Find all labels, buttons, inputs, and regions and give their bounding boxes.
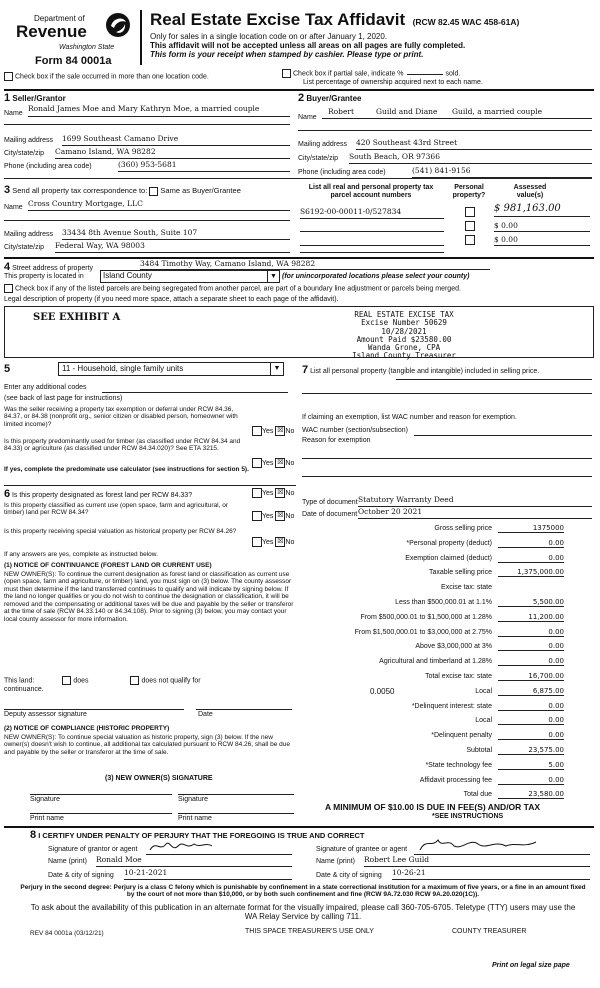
grantee-date[interactable]: 10-26-21 (392, 868, 590, 880)
use-code-select[interactable] (58, 362, 284, 376)
does-label: does (73, 677, 89, 685)
fee-row (300, 731, 564, 743)
seller-name[interactable]: Ronald James Moe and Mary Kathryn Moe, a married couple (28, 104, 290, 117)
fee-label: Total excise tax: state (425, 673, 492, 680)
minimum-note: A MINIMUM OF $10.00 IS DUE IN FEE(S) AND/OR TAX (325, 802, 541, 812)
fee-value[interactable]: 0.00 (498, 554, 564, 563)
agency-line1: Department of (34, 14, 85, 23)
seller-mailing-label: Mailing address (4, 137, 54, 144)
current-use-yes-no[interactable]: Yes ☒ No (252, 511, 294, 521)
seller-city-label: City/state/zip (4, 150, 45, 157)
stamp-line: Wanda Grone, CPA (367, 343, 441, 352)
this-land-row (4, 676, 201, 685)
exemption-label: If claiming an exemption, list WAC number and reason for exemption. (302, 414, 517, 421)
located-label: This property is located in (4, 273, 84, 280)
partial-note: List percentage of ownership acquired next to each name. (303, 79, 483, 86)
fee-value[interactable]: 11,200.00 (498, 613, 564, 622)
header-line2: This affidavit will not be accepted unless all areas on all pages are fully completed. (150, 41, 466, 50)
county-select[interactable] (100, 270, 280, 283)
forest-question: 6 Is this property designated as forest land per RCW 84.33? (4, 488, 193, 500)
no-checkbox[interactable]: ☒ (277, 427, 284, 434)
fee-label: From $1,500,000.01 to $3,000,000 at 2.75% (354, 628, 492, 636)
addl-codes-label: Enter any additional codes (4, 384, 87, 391)
doc-date-label: Date of document (302, 511, 358, 518)
fee-value[interactable]: 5.00 (498, 761, 564, 770)
doc-type-label: Type of document (302, 499, 358, 506)
agency-logo (12, 8, 134, 66)
fee-row (300, 628, 564, 640)
personal-property-checkbox[interactable] (465, 235, 475, 245)
fee-row (300, 687, 564, 699)
fee-label: Affidavit processing fee (419, 776, 492, 784)
parcel-col-header: List all real and personal property tax parcel account numbers (308, 184, 434, 200)
grantee-name[interactable]: Robert Lee Guild (364, 855, 590, 867)
fee-label: Above $3,000,000 at 3% (415, 643, 492, 651)
multi-location-check[interactable] (4, 72, 209, 81)
fee-value[interactable]: 0.00 (498, 776, 564, 785)
fee-value[interactable]: 1375000 (498, 524, 564, 533)
forest-yes-no[interactable]: Yes ☒ No (252, 488, 294, 498)
does-not-label: does not qualify for (141, 677, 201, 685)
partial-sale-check[interactable] (282, 69, 460, 78)
buyer-city[interactable]: South Beach, OR 97366 (349, 152, 592, 164)
grantor-name[interactable]: Ronald Moe (96, 855, 292, 867)
certify-text: 8 I CERTIFY UNDER PENALTY OF PERJURY THAT THE FOREGOING IS TRUE AND CORRECT (30, 829, 365, 841)
legal-description: SEE EXHIBIT A (33, 312, 121, 323)
grantee-date-label: Date & city of signing (316, 872, 382, 879)
fee-row (300, 761, 564, 773)
addl-codes-field[interactable] (102, 384, 288, 393)
fee-row (300, 524, 564, 536)
fee-row (300, 790, 564, 802)
stamp-line: Island County Treasurer (352, 351, 456, 361)
parcel-number[interactable] (300, 236, 444, 246)
fee-label: *Personal property (deduct) (406, 539, 492, 547)
corr-line (4, 220, 290, 221)
fee-value[interactable]: 5,500.00 (498, 598, 564, 607)
section5-num: 5 (4, 363, 11, 375)
historic-question: Is this property receiving special valuation as historical property per RCW 84.26? (4, 528, 237, 535)
same-as-buyer-checkbox[interactable] (149, 187, 158, 196)
correspondence-heading: 3 Send all property tax correspondence to: Same as Buyer/Grantee (4, 184, 241, 196)
notice1-text: NEW OWNER(S): To continue the current designation as forest land or classification as current use (open space, farm and agriculture, or timber) land, you must sign on (3) below. The county assessor must then determine if the land transferred continues to qualify and will indicate by signing below. If the land no longer qualifies or you do not wish to continue the designation or classification, it will be removed and the compensating or additional taxes will be due and payable by the seller or transferor at the time of sale (RCW 84.33.140 or 84.34.108). Prior to signing (3) below, you may contact your local county assessor for more information. (4, 571, 294, 623)
header-line1: Only for sales in a single location code on or after January 1, 2020. (150, 32, 388, 41)
parcel-number[interactable]: S6192-00-00011-0/527834 (300, 207, 444, 219)
fee-value[interactable]: 6,875.00 (498, 687, 564, 696)
timber-yes-no[interactable]: Yes ☒ No (252, 458, 294, 468)
corr-name[interactable]: Cross Country Mortgage, LLC (28, 199, 290, 211)
seller-phone-label: Phone (including area code) (4, 163, 92, 170)
fee-row (300, 716, 564, 728)
fee-row (300, 746, 564, 758)
assessed-value[interactable]: $ 0.00 (494, 221, 590, 232)
fee-value[interactable]: 0.00 (498, 731, 564, 740)
buyer-name-a[interactable]: Robert (328, 107, 355, 116)
header-line3: This form is your receipt when stamped by cashier. Please type or print. (150, 50, 424, 59)
section-divider (4, 826, 594, 828)
owner-sig-line (178, 794, 294, 795)
doc-date[interactable]: October 20 2021 (358, 507, 592, 519)
stamp-line: Excise Number 50629 (361, 318, 447, 328)
personal-col-header: Personal property? (452, 184, 486, 200)
fee-row (300, 598, 564, 610)
timber-note: If yes, complete the predominate use calculator (see instructions for section 5). (4, 466, 249, 473)
section-divider (4, 485, 296, 486)
deputy-label: Deputy assessor signature (4, 711, 87, 718)
current-use-question: Is this property classified as current use (open space, farm and agricultural, or timber) land per RCW 84.34? (4, 502, 228, 517)
grantor-signature-scribble (146, 838, 246, 854)
fee-row (300, 672, 564, 684)
use-code-value: 11 - Household, single family units (62, 364, 184, 373)
header-divider (140, 10, 142, 65)
checkbox[interactable] (282, 69, 291, 78)
grantor-signature[interactable] (146, 838, 292, 855)
buyer-city-label: City/state/zip (298, 155, 339, 162)
corr-name-label: Name (4, 204, 23, 211)
fee-value[interactable]: 0.00 (498, 628, 564, 637)
legal-label: Legal description of property (if you need more space, attach a separate sheet to each page of the affidavit). (4, 296, 339, 303)
fee-label: Local (475, 687, 492, 695)
fee-label: Exemption claimed (deduct) (405, 554, 492, 562)
fee-label: Agricultural and timberland at 1.28% (379, 658, 492, 666)
form-rcw: (RCW 82.45 WAC 458-61A) (412, 17, 520, 27)
no-checkbox[interactable]: ☒ (277, 512, 284, 519)
deputy-line (4, 709, 184, 710)
new-owner-sig-title: (3) NEW OWNER(S) SIGNATURE (105, 775, 213, 782)
local-rate: 0.0050 (370, 687, 395, 696)
no-checkbox[interactable]: ☒ (277, 459, 284, 466)
corr-mailing-label: Mailing address (4, 231, 54, 238)
fee-label: Gross selling price (434, 525, 492, 532)
chevron-down-icon[interactable]: ▼ (267, 271, 279, 282)
notice2-text: NEW OWNER(S): To continue special valuation as historic property, sign (3) below. If the new owner(s) doesn't wish to continue, all additional tax calculated pursuant to RCW 84.26, shall be due and payable by the seller or transferor at the time of sale. (4, 734, 290, 756)
s7-line (302, 458, 592, 459)
seller-line (4, 124, 290, 125)
fee-value[interactable]: 0.00 (498, 716, 564, 725)
print-note: Print on legal size pape (492, 962, 570, 969)
rev-number: REV 84 0001a (03/12/21) (30, 930, 104, 937)
treasurer-stamp (330, 311, 478, 361)
fee-label: Taxable selling price (428, 569, 492, 577)
agency-state: Washington State (59, 44, 115, 51)
grantee-sig-label: Signature of grantee or agent (316, 846, 408, 853)
parcel-line (300, 252, 444, 253)
street-address[interactable]: 3484 Timothy Way, Camano Island, WA 98282 (140, 259, 490, 270)
fee-row (300, 642, 564, 654)
segregated-check[interactable] (4, 284, 461, 293)
county-select-value: Island County (103, 271, 152, 280)
fee-value[interactable]: 16,700.00 (498, 672, 564, 681)
buyer-phone[interactable]: (541) 841-9156 (412, 166, 592, 178)
county-note: (for unincorporated locations please select your county) (282, 273, 470, 280)
exemption-question: Was the seller receiving a property tax exemption or deferral under RCW 84.36, 84.37, or 84.38 (nonprofit org., senior citizen or disabled person, homeowner with limited income)? (4, 406, 238, 428)
checkbox[interactable] (4, 284, 13, 293)
perjury-notice: Perjury in the second degree: Perjury is a class C felony which is punishable by confinement in a state correctional institution for a maximum of five years, or a fine in an amount fixed by the court of not more than $10,000, or by both such confinement and fine (RCW 9A.72.030 RCW 9A.20.020(1C)). (20, 884, 586, 899)
form-title: Real Estate Excise Tax Affidavit (150, 10, 406, 29)
seller-city[interactable]: Camano Island, WA 98282 (55, 147, 290, 159)
grantee-name-label: Name (print) (316, 858, 355, 865)
grantor-sig-label: Signature of grantor or agent (48, 846, 138, 853)
section-divider (4, 178, 592, 179)
deputy-date-label: Date (198, 711, 213, 718)
county-treasurer: COUNTY TREASURER (452, 928, 527, 935)
reason-label: Reason for exemption (302, 437, 371, 444)
fee-label: Local (475, 717, 492, 725)
assessed-value[interactable]: $ 0.00 (494, 235, 590, 246)
seller-mailing[interactable]: 1699 Southeast Camano Drive (62, 134, 290, 146)
partial-sale-label: Check box if partial sale, indicate % (293, 70, 404, 78)
street-label: 4 Street address of property (4, 261, 94, 273)
seller-phone[interactable]: (360) 953-5681 (118, 160, 290, 172)
stamp-line: Amount Paid $23580.00 (356, 334, 452, 344)
grantee-signature-scribble (414, 836, 554, 854)
sold-label: sold. (445, 70, 461, 78)
fee-row (300, 568, 564, 580)
seller-name-label: Name (4, 110, 23, 117)
buyer-phone-label: Phone (including area code) (298, 169, 386, 176)
continuance-label: continuance. (4, 686, 44, 693)
alt-format-notice: To ask about the availability of this publication in an alternate format for the visually impaired, please call 360-705-6705. Teletype (TTY) users may use the WA Relay Service by calling 711. (30, 903, 576, 922)
wac-label: WAC number (section/subsection) (302, 427, 408, 434)
personal-property-field[interactable] (396, 371, 592, 380)
fee-value[interactable]: 23,575.00 (498, 746, 564, 755)
fee-value[interactable]: 0.00 (498, 642, 564, 651)
fee-label: *Delinquent penalty (431, 732, 492, 740)
fee-label: Subtotal (466, 747, 492, 754)
s7-line (302, 393, 592, 394)
fee-value[interactable]: 23,580.00 (498, 790, 564, 799)
see-instructions: *SEE INSTRUCTIONS (432, 813, 504, 820)
corr-city[interactable]: Federal Way, WA 98003 (55, 241, 290, 253)
fee-label: Less than $500,000.01 at 1.1% (395, 599, 492, 606)
multi-location-label: Check box if the sale occurred in more than one location code. (15, 73, 209, 81)
no-checkbox[interactable]: ☒ (277, 538, 284, 545)
buyer-line (298, 130, 592, 131)
yes-checkbox[interactable] (252, 537, 262, 547)
fee-label: Total due (463, 791, 492, 799)
fee-value[interactable]: 1,375,000.00 (498, 568, 564, 577)
does-not-checkbox[interactable] (130, 676, 139, 685)
owner-sig-label: Signature (30, 796, 60, 803)
corr-mailing[interactable]: 33434 8th Avenue South, Suite 107 (62, 228, 290, 240)
buyer-name-c[interactable]: Guild, a married couple (452, 107, 543, 116)
owner-print-label: Print name (178, 815, 212, 822)
assessed-col-header: Assessed value(s) (513, 184, 547, 200)
no-checkbox[interactable]: ☒ (277, 489, 284, 496)
personal-property-checkbox[interactable] (465, 207, 475, 217)
treasurer-use: THIS SPACE TREASURER'S USE ONLY (245, 928, 374, 935)
timber-question: Is this property predominantly used for timber (as classified under RCW 84.34 and 84.33) or agriculture (as classified under RCW 84.34.020)? See ETA 3215. (4, 438, 241, 453)
stamp-line: 10/28/2021 (381, 326, 427, 336)
grantor-date[interactable]: 10-21-2021 (124, 868, 292, 880)
owner-print-label: Print name (30, 815, 64, 822)
parcel-number[interactable] (300, 222, 444, 232)
this-land-label: This land: (4, 677, 35, 685)
wac-field[interactable] (414, 427, 592, 436)
buyer-heading: 2 Buyer/Grantee (298, 92, 362, 104)
fee-row (300, 554, 564, 566)
revenue-swirl-icon (104, 10, 132, 40)
form-title-block (150, 10, 590, 59)
checkbox[interactable] (4, 72, 13, 81)
seller-heading: 1 Seller/Grantor (4, 92, 66, 104)
grantor-date-label: Date & city of signing (48, 872, 114, 879)
fee-row (300, 583, 564, 595)
addl-codes-note: (see back of last page for instructions) (4, 395, 123, 402)
personal-property-checkbox[interactable] (465, 221, 475, 231)
corr-city-label: City/state/zip (4, 244, 45, 251)
fee-label: From $500,000.01 to $1,500,000 at 1.28% (360, 613, 492, 621)
doc-type[interactable]: Statutory Warranty Deed (358, 495, 592, 507)
assessed-value[interactable]: $ 981,163.00 (494, 203, 590, 217)
fee-value[interactable]: 0.00 (498, 702, 564, 711)
chevron-down-icon[interactable]: ▼ (270, 363, 283, 375)
legal-description-box[interactable] (4, 306, 594, 361)
deputy-date-line (196, 709, 292, 710)
grantor-name-label: Name (print) (48, 858, 87, 865)
fee-label: *Delinquent interest: state (411, 702, 492, 710)
buyer-mailing-label: Mailing address (298, 141, 348, 148)
fee-row (300, 776, 564, 788)
form-number: Form 84 0001a (35, 55, 112, 67)
buyer-mailing[interactable]: 420 Southeast 43rd Street (356, 138, 592, 150)
yes-checkbox[interactable] (252, 488, 262, 498)
agency-name: Revenue (16, 22, 87, 41)
fee-row (300, 657, 564, 669)
notice2-title: (2) NOTICE OF COMPLIANCE (HISTORIC PROPERTY) (4, 725, 170, 732)
yes-checkbox[interactable] (252, 511, 262, 521)
fee-label: Excise tax: state (441, 584, 492, 592)
buyer-line (322, 118, 592, 119)
answer-note: If any answers are yes, complete as instructed below. (4, 551, 158, 558)
section-divider (4, 89, 594, 91)
section7-text: 7 List all personal property (tangible and intangible) included in selling price. (302, 364, 540, 376)
s7-line (302, 476, 592, 477)
owner-print-line (178, 813, 294, 814)
notice1-title: (1) NOTICE OF CONTINUANCE (FOREST LAND OR CURRENT USE) (4, 562, 212, 569)
yes-checkbox[interactable] (252, 426, 262, 436)
owner-sig-label: Signature (178, 796, 208, 803)
does-checkbox[interactable] (62, 676, 71, 685)
grantee-signature[interactable] (414, 836, 590, 855)
exemption-yes-no[interactable]: Yes ☒ No (252, 426, 294, 436)
owner-sig-line (30, 794, 172, 795)
fee-value[interactable]: 0.00 (498, 539, 564, 548)
fee-row (300, 613, 564, 625)
buyer-name-b[interactable]: Guild and Diane (376, 107, 438, 116)
fee-row (300, 539, 564, 551)
segregated-label: Check box if any of the listed parcels are being segregated from another parcel, are part of a boundary line adjustment or parcels being merged. (15, 285, 461, 293)
stamp-line: REAL ESTATE EXCISE TAX (354, 310, 454, 319)
historic-yes-no[interactable]: Yes ☒ No (252, 537, 294, 547)
owner-print-line (30, 813, 172, 814)
buyer-name-label: Name (298, 114, 317, 121)
fee-label: *State technology fee (425, 761, 492, 769)
fee-value[interactable]: 0.00 (498, 657, 564, 666)
fee-row (300, 702, 564, 714)
